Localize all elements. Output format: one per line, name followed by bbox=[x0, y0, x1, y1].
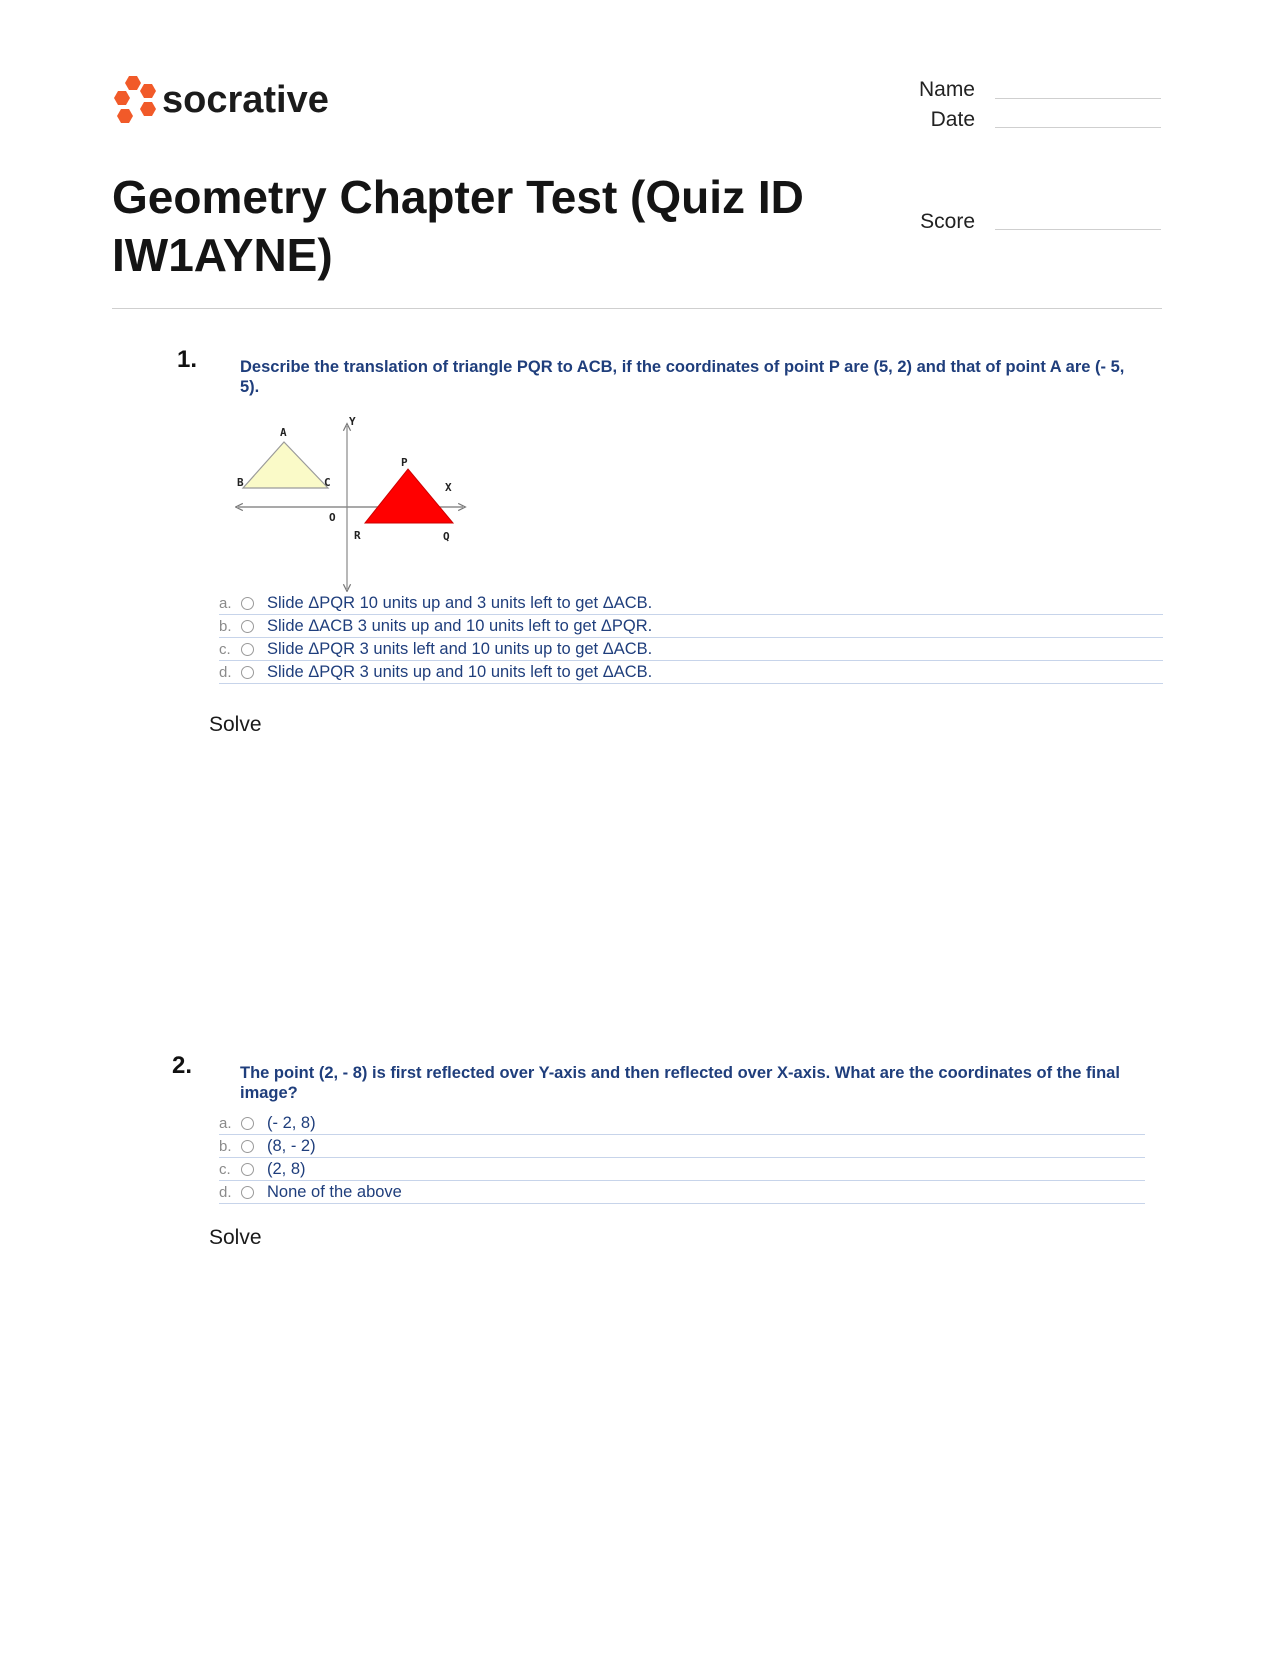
question-1-choices bbox=[219, 592, 1163, 684]
label-q: Q bbox=[443, 530, 450, 543]
choice-letter: b. bbox=[219, 617, 232, 635]
question-1-text: Describe the translation of triangle PQR to ACB, if the coordinates of point P are (5, 2) and that of point A are (- 5, 5). bbox=[240, 358, 1125, 396]
socrative-logo bbox=[112, 72, 352, 128]
choice-text: (2, 8) bbox=[267, 1159, 306, 1178]
choice-text: Slide ΔPQR 3 units up and 10 units left to get ΔACB. bbox=[267, 662, 653, 681]
choice-letter: a. bbox=[219, 1114, 232, 1132]
radio-button[interactable] bbox=[241, 666, 254, 679]
choice-text: Slide ΔPQR 3 units left and 10 units up to get ΔACB. bbox=[267, 639, 653, 658]
date-field-line[interactable] bbox=[995, 127, 1161, 128]
label-o: O bbox=[329, 511, 336, 524]
radio-button[interactable] bbox=[241, 1163, 254, 1176]
choice-letter: a. bbox=[219, 594, 232, 612]
choice-text: (8, - 2) bbox=[267, 1136, 316, 1155]
choice-1a[interactable] bbox=[219, 592, 1163, 615]
label-b: B bbox=[237, 476, 244, 489]
label-x: X bbox=[445, 481, 452, 494]
choice-letter: c. bbox=[219, 640, 231, 658]
triangle-pqr bbox=[365, 469, 453, 523]
choice-1d[interactable] bbox=[219, 661, 1163, 684]
question-1-solve-label: Solve bbox=[209, 713, 262, 736]
score-label: Score bbox=[920, 210, 975, 233]
question-1-figure bbox=[235, 412, 470, 592]
label-y: Y bbox=[349, 415, 356, 428]
score-field-line[interactable] bbox=[995, 229, 1161, 230]
page-title: Geometry Chapter Test (Quiz ID IW1AYNE) bbox=[112, 171, 804, 281]
triangle-acb bbox=[243, 442, 328, 488]
radio-button[interactable] bbox=[241, 620, 254, 633]
logo-text: socrative bbox=[162, 78, 329, 121]
choice-text: (- 2, 8) bbox=[267, 1113, 316, 1132]
label-r: R bbox=[354, 529, 361, 542]
choice-text: Slide ΔPQR 10 units up and 3 units left to get ΔACB. bbox=[267, 593, 653, 612]
name-field-line[interactable] bbox=[995, 98, 1161, 99]
choice-letter: d. bbox=[219, 663, 232, 681]
choice-2c[interactable] bbox=[219, 1158, 1145, 1181]
question-2-choices bbox=[219, 1112, 1145, 1204]
choice-2a[interactable] bbox=[219, 1112, 1145, 1135]
name-label: Name bbox=[918, 78, 975, 101]
label-c: C bbox=[324, 476, 331, 489]
radio-button[interactable] bbox=[241, 597, 254, 610]
choice-2d[interactable] bbox=[219, 1181, 1145, 1204]
label-p: P bbox=[401, 456, 408, 469]
choice-text: None of the above bbox=[267, 1182, 402, 1201]
date-label: Date bbox=[930, 108, 975, 131]
choice-1c[interactable] bbox=[219, 638, 1163, 661]
label-a: A bbox=[280, 426, 287, 439]
radio-button[interactable] bbox=[241, 1117, 254, 1130]
choice-letter: d. bbox=[219, 1183, 232, 1201]
header-divider bbox=[112, 308, 1162, 309]
choice-letter: b. bbox=[219, 1137, 232, 1155]
radio-button[interactable] bbox=[241, 1140, 254, 1153]
question-1-number: 1. bbox=[177, 346, 198, 373]
radio-button[interactable] bbox=[241, 643, 254, 656]
question-2-text: The point (2, - 8) is first reflected over Y-axis and then reflected over X-axis. What are the coordinates of the final image? bbox=[240, 1064, 1120, 1102]
radio-button[interactable] bbox=[241, 1186, 254, 1199]
choice-text: Slide ΔACB 3 units up and 10 units left to get ΔPQR. bbox=[267, 616, 653, 635]
hexagon-cluster-icon bbox=[112, 75, 158, 125]
choice-letter: c. bbox=[219, 1160, 231, 1178]
question-2-number: 2. bbox=[172, 1052, 193, 1079]
choice-2b[interactable] bbox=[219, 1135, 1145, 1158]
question-2-solve-label: Solve bbox=[209, 1226, 262, 1249]
choice-1b[interactable] bbox=[219, 615, 1163, 638]
